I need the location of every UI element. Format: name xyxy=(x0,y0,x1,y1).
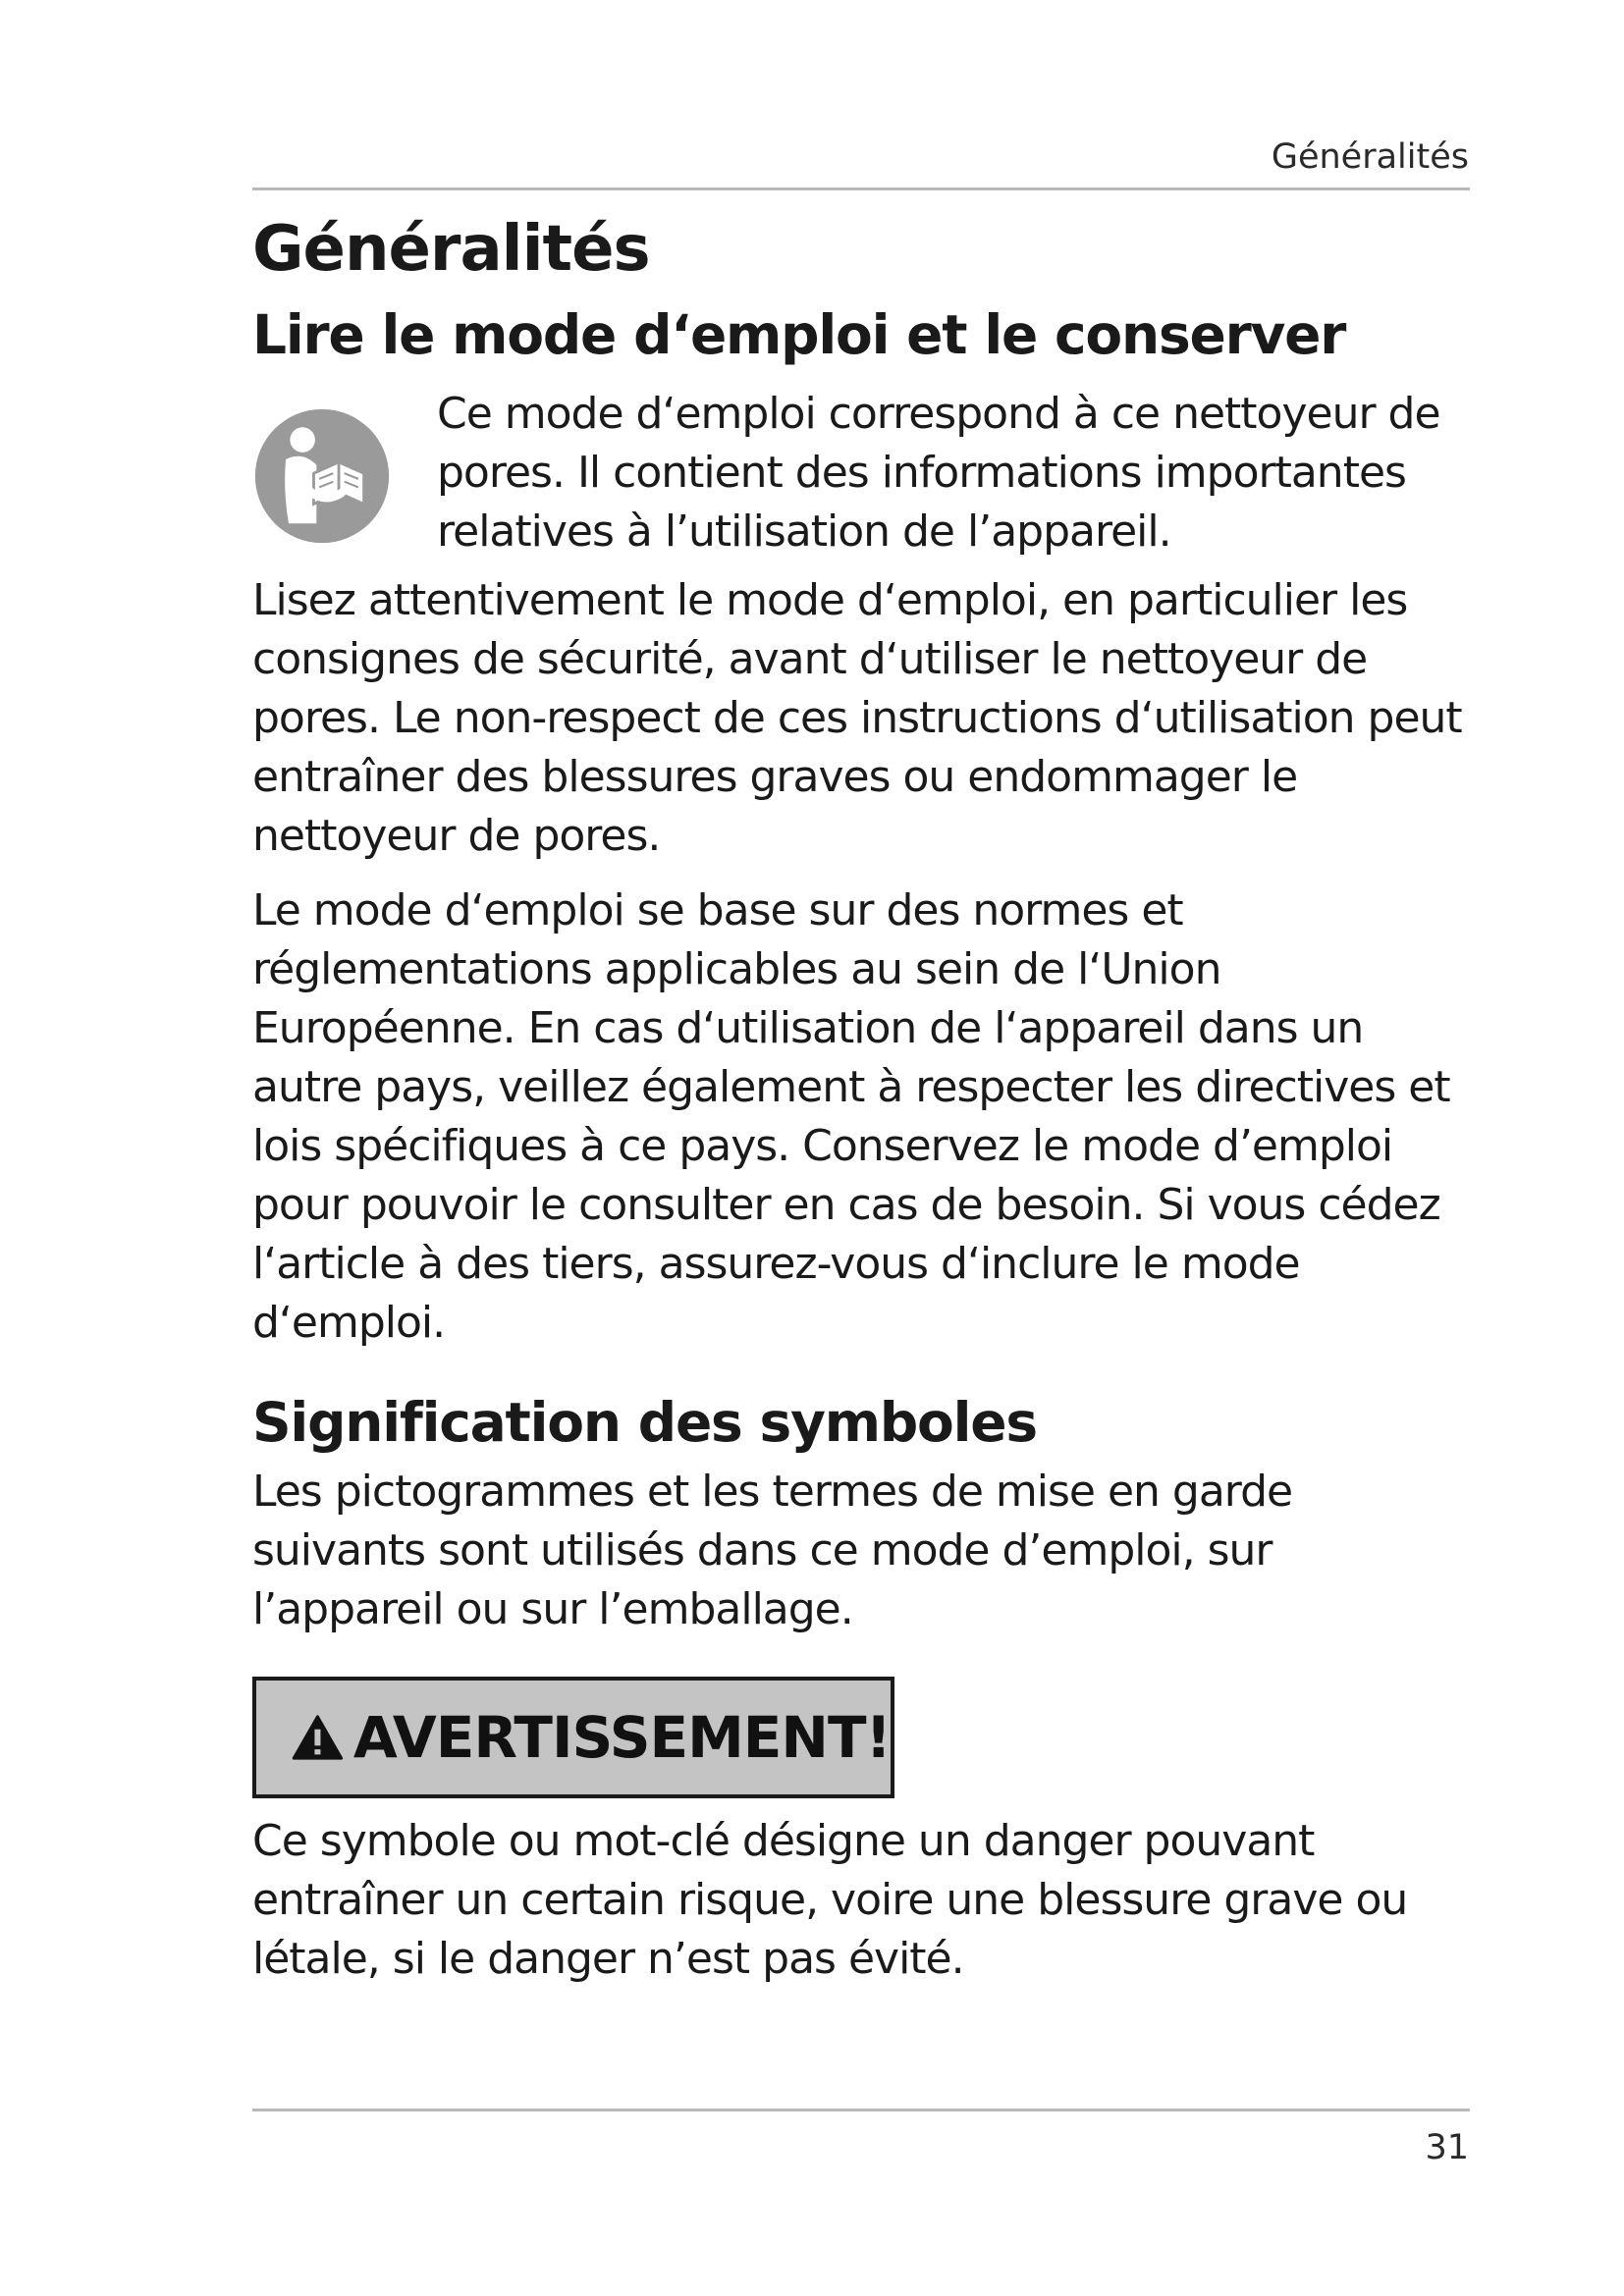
warning-triangle-icon xyxy=(292,1707,344,1768)
warning-description: Ce symbole ou mot-clé désigne un danger pouvant entraîner un certain risque, voire une blessure grave ou létale, si le danger n’est pas évité. xyxy=(252,1816,1408,1984)
section-title: Généralités xyxy=(252,213,650,286)
page-number: 31 xyxy=(1425,2128,1469,2167)
symbols-intro: Les pictogrammes et les termes de mise en garde suivants sont utilisés dans ce mode d’emploi, sur l’appareil ou sur l’emballage. xyxy=(252,1467,1293,1634)
warning-signal-box xyxy=(252,1677,894,1798)
read-manual-intro-text: Ce mode d‘emploi correspond à ce nettoyeur de pores. Il contient des informations importantes relatives à l’utilisation de l’appareil. xyxy=(437,389,1440,557)
read-manual-intro xyxy=(252,385,1470,571)
footer-divider xyxy=(252,2109,1470,2111)
read-manual-heading: Lire le mode d‘emploi et le conserver xyxy=(252,303,1346,366)
read-manual-paragraph-1: Lisez attentivement le mode d‘emploi, en particulier les consignes de sécurité, avant d‘utiliser le nettoyeur de pores. Le non-respect de ces instructions d‘utilisation peut entraîner des blessures graves ou endommager le nettoyeur de pores. xyxy=(252,575,1462,861)
header-divider xyxy=(252,187,1470,190)
running-header: Généralités xyxy=(1271,137,1469,177)
warning-label: AVERTISSEMENT! xyxy=(352,1704,891,1771)
page-content xyxy=(252,208,1470,1989)
symbols-heading: Signification des symboles xyxy=(252,1391,1037,1454)
read-manual-paragraph-2: Le mode d‘emploi se base sur des normes et réglementations applicables au sein de l‘Union Européenne. En cas d‘utilisation de l‘appareil dans un autre pays, veillez également à respecter les directives et lois spécifiques à ce pays. Conservez le mode d’emploi pour pouvoir le consulter en cas de besoin. Si vous cédez l‘article à des tiers, assurez-vous d‘inclure le mode d‘emploi. xyxy=(252,885,1450,1348)
read-manual-icon xyxy=(252,406,392,546)
